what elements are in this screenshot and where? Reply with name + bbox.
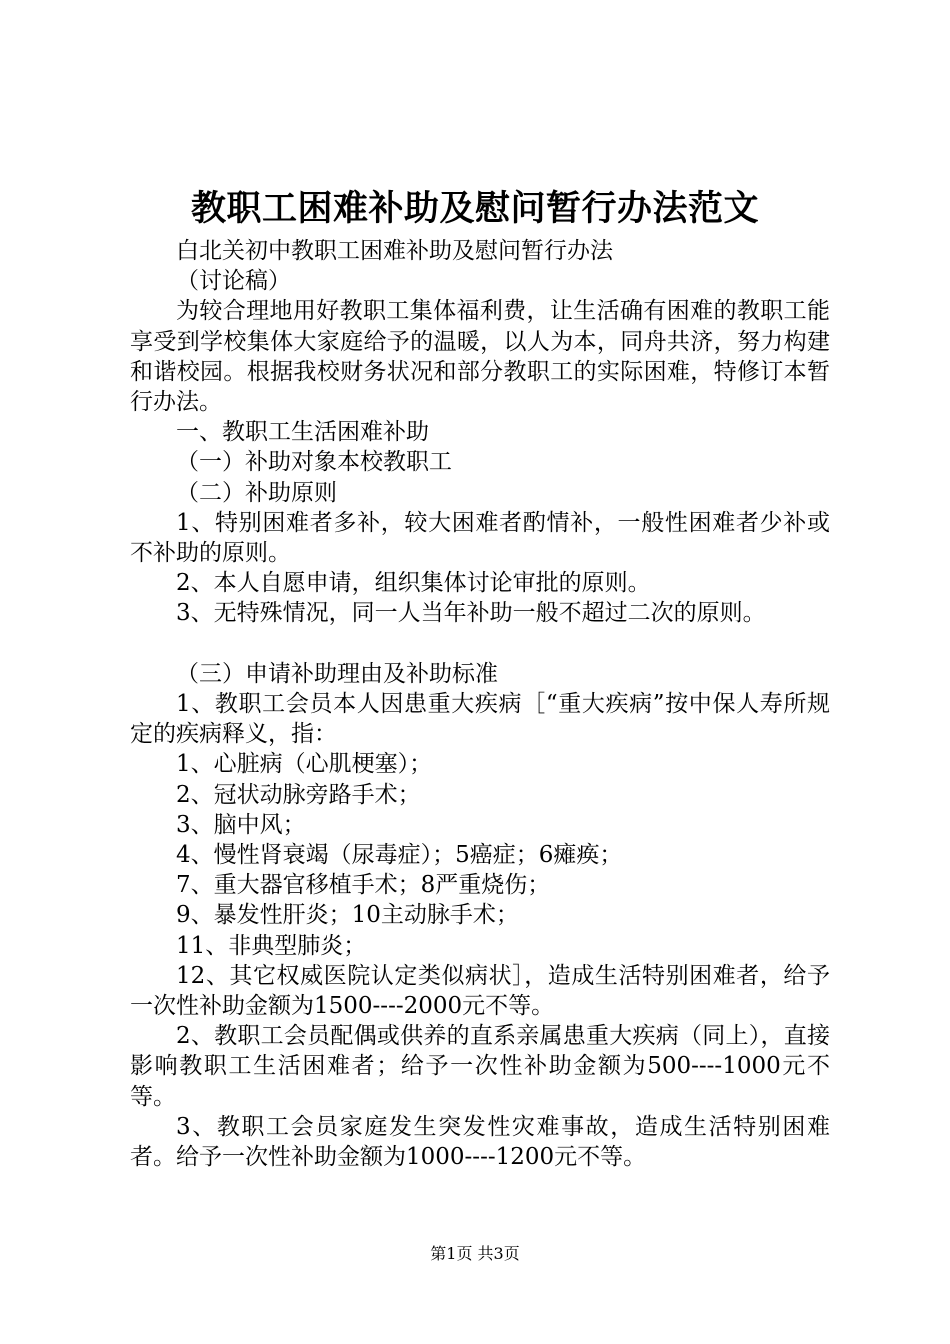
paragraph-intro: 为较合理地用好教职工集体福利费，让生活确有困难的教职工能享受到学校集体大家庭给予的温暖，以人为本，同舟共济，努力构建和谐校园。根据我校财务状况和部分教职工的实际困难，特修订本暂行办法。	[130, 298, 830, 416]
paragraph-standard-2: 2、教职工会员配偶或供养的直系亲属患重大疾病（同上），直接影响教职工生活困难者；给予一次性补助金额为500----1000元不等。	[130, 1023, 830, 1110]
paragraph-disease-4: 4、慢性肾衰竭（尿毒症）；5癌症；6瘫痪；	[176, 842, 623, 869]
paragraph-disease-9: 9、暴发性肝炎；10主动脉手术；	[176, 902, 519, 929]
page-number: 第1页 共3页	[430, 1244, 520, 1263]
paragraph-draft-note: （讨论稿）	[176, 268, 291, 295]
paragraph-principle-3: 3、无特殊情况，同一人当年补助一般不超过二次的原则。	[176, 600, 766, 627]
paragraph-subsection-3: （三）申请补助理由及补助标准	[176, 660, 498, 687]
paragraph-standard-3: 3、教职工会员家庭发生突发性灾难事故，造成生活特别困难者。给予一次性补助金额为1000----1200元不等。	[130, 1113, 830, 1171]
paragraph-disease-1: 1、心脏病（心肌梗塞）；	[176, 751, 433, 778]
paragraph-disease-7: 7、重大器官移植手术；8严重烧伤；	[176, 872, 551, 899]
paragraph-disease-11: 11、非典型肺炎；	[176, 932, 367, 959]
paragraph-disease-3: 3、脑中风；	[176, 811, 306, 838]
document-body	[130, 236, 830, 1172]
paragraph-disease-12: 12、其它权威医院认定类似病状］，造成生活特别困难者，给予一次性补助金额为1500----2000元不等。	[130, 962, 830, 1020]
paragraph-subtitle: 白北关初中教职工困难补助及慰问暂行办法	[176, 238, 613, 264]
paragraph-blank	[130, 629, 830, 659]
paragraph-standard-1: 1、教职工会员本人因患重大疾病［“重大疾病”按中保人寿所规定的疾病释义，指：	[130, 691, 830, 748]
document-title: 教职工困难补助及慰问暂行办法范文	[190, 188, 759, 229]
paragraph-subsection-1: （一）补助对象本校教职工	[176, 449, 452, 476]
paragraph-disease-2: 2、冠状动脉旁路手术；	[176, 781, 421, 808]
paragraph-principle-2: 2、本人自愿申请，组织集体讨论审批的原则。	[176, 570, 651, 597]
paragraph-principle-1: 1、特别困难者多补，较大困难者酌情补，一般性困难者少补或不补助的原则。	[130, 509, 830, 567]
paragraph-section-1: 一、教职工生活困难补助	[176, 419, 429, 446]
paragraph-subsection-2: （二）补助原则	[176, 479, 337, 506]
